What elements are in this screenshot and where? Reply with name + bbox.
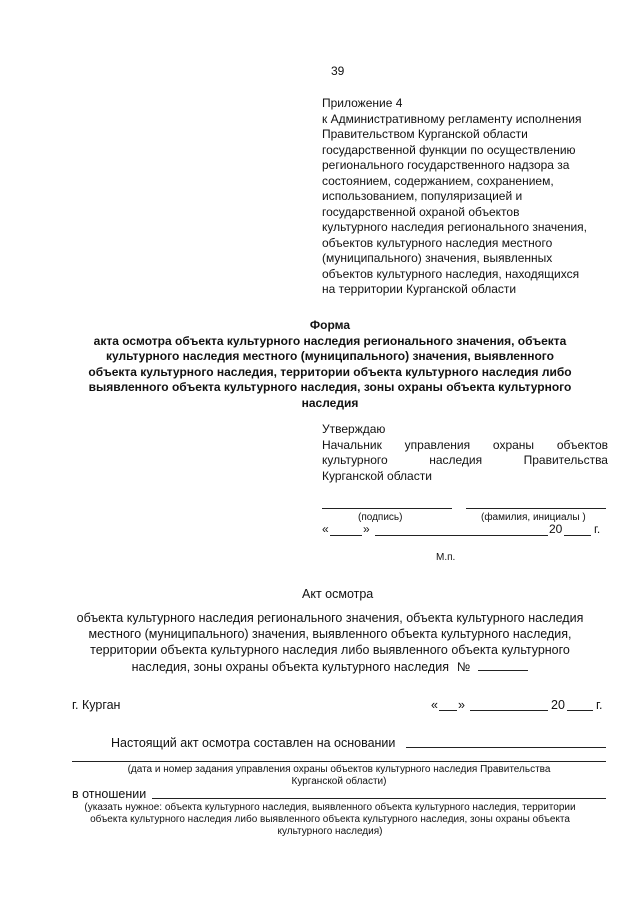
- approval-date-close: »: [363, 522, 370, 536]
- form-title-line: выявленного объекта культурного наследия, зоны охраны объекта культурного: [88, 380, 572, 394]
- appendix-line: Правительством Курганской области: [322, 127, 528, 141]
- approval-position-line: Курганской области: [322, 468, 432, 483]
- appendix-line: объектов культурного наследия местного: [322, 235, 553, 250]
- basis-field-continuation[interactable]: [72, 761, 606, 762]
- name-line[interactable]: [466, 508, 606, 509]
- basis-field[interactable]: [406, 747, 606, 748]
- appendix-line: состоянием, содержанием, сохранением,: [322, 173, 554, 188]
- appendix-line: культурного наследия регионального значения,: [322, 220, 587, 234]
- appendix-line: использованием, популяризацией и: [322, 189, 523, 203]
- approval-year-prefix: 20: [549, 522, 563, 536]
- act-subject-last-line: наследия, зоны охраны объекта культурного наследия №: [40, 658, 620, 675]
- approval-date-open: «: [322, 522, 329, 536]
- signature-line[interactable]: [322, 508, 452, 509]
- act-year-suffix: г.: [596, 698, 603, 712]
- appendix-line: государственной функции по осуществлению: [322, 142, 576, 157]
- act-heading: Акт осмотра: [302, 587, 374, 601]
- regarding-caption: (указать нужное: объекта культурного наследия, выявленного объекта культурного наследия, территории объекта культурного наследия либо выявленного объекта культурного наследия, зоны охраны объекта культурного наследия): [84, 802, 576, 837]
- approval-day-field[interactable]: [330, 535, 362, 536]
- act-year-prefix: 20: [551, 698, 565, 712]
- form-title: [40, 318, 620, 411]
- act-subject-line: местного (муниципального) значения, выявленного объекта культурного наследия,: [88, 627, 572, 641]
- form-title-line: наследия: [301, 395, 359, 410]
- city-label: г. Курган: [72, 698, 121, 712]
- appendix-line: (муниципального) значения, выявленных: [322, 251, 553, 265]
- appendix-line: на территории Курганской области: [322, 282, 517, 296]
- act-subject-line: объекта культурного наследия регионального значения, объекта культурного наследия: [76, 611, 584, 625]
- approval-position-line: культурного наследия Правительства: [322, 453, 608, 467]
- approval-position-line: Начальник управления охраны объектов: [322, 437, 608, 452]
- form-title-line: акта осмотра объекта культурного наследия регионального значения, объекта: [93, 333, 567, 348]
- approval-month-field[interactable]: [375, 535, 548, 536]
- appendix-title: Приложение 4: [322, 96, 403, 110]
- form-title-line: культурного наследия местного (муниципального) значения, выявленного: [106, 349, 554, 363]
- signature-caption: (подпись): [358, 512, 403, 523]
- regarding-label: в отношении: [72, 787, 147, 801]
- act-month-field[interactable]: [470, 710, 548, 711]
- appendix-line: объектов культурного наследия, находящихся: [322, 266, 580, 281]
- act-subject: [40, 610, 620, 675]
- approve-label: Утверждаю: [322, 422, 386, 436]
- basis-caption: (дата и номер задания управления охраны объектов культурного наследия Правительства Курганской области): [127, 764, 551, 787]
- act-number-field[interactable]: [478, 658, 528, 671]
- seal-mark: М.п.: [436, 552, 456, 563]
- form-title-line: объекта культурного наследия, территории объекта культурного наследия либо: [88, 364, 572, 379]
- regarding-field[interactable]: [152, 798, 606, 799]
- basis-label: Настоящий акт осмотра составлен на основании: [111, 736, 396, 750]
- act-day-field[interactable]: [439, 710, 457, 711]
- appendix-line: государственной охраной объектов: [322, 204, 520, 219]
- appendix-line: регионального государственного надзора за: [322, 158, 570, 172]
- act-date-close: »: [458, 698, 465, 712]
- appendix-line: к Административному регламенту исполнения: [322, 111, 582, 126]
- act-date-open: «: [431, 698, 438, 712]
- appendix-block: [322, 96, 587, 298]
- approval-year-suffix: г.: [594, 522, 601, 536]
- approval-block: [322, 422, 608, 484]
- number-sign: №: [456, 660, 471, 674]
- approval-year-field[interactable]: [564, 535, 591, 536]
- form-label: Форма: [309, 318, 351, 332]
- page-number: 39: [331, 64, 345, 78]
- act-subject-line: территории объекта культурного наследия либо выявленного объекта культурного: [90, 643, 570, 657]
- name-caption: (фамилия, инициалы ): [481, 512, 586, 523]
- act-year-field[interactable]: [567, 710, 593, 711]
